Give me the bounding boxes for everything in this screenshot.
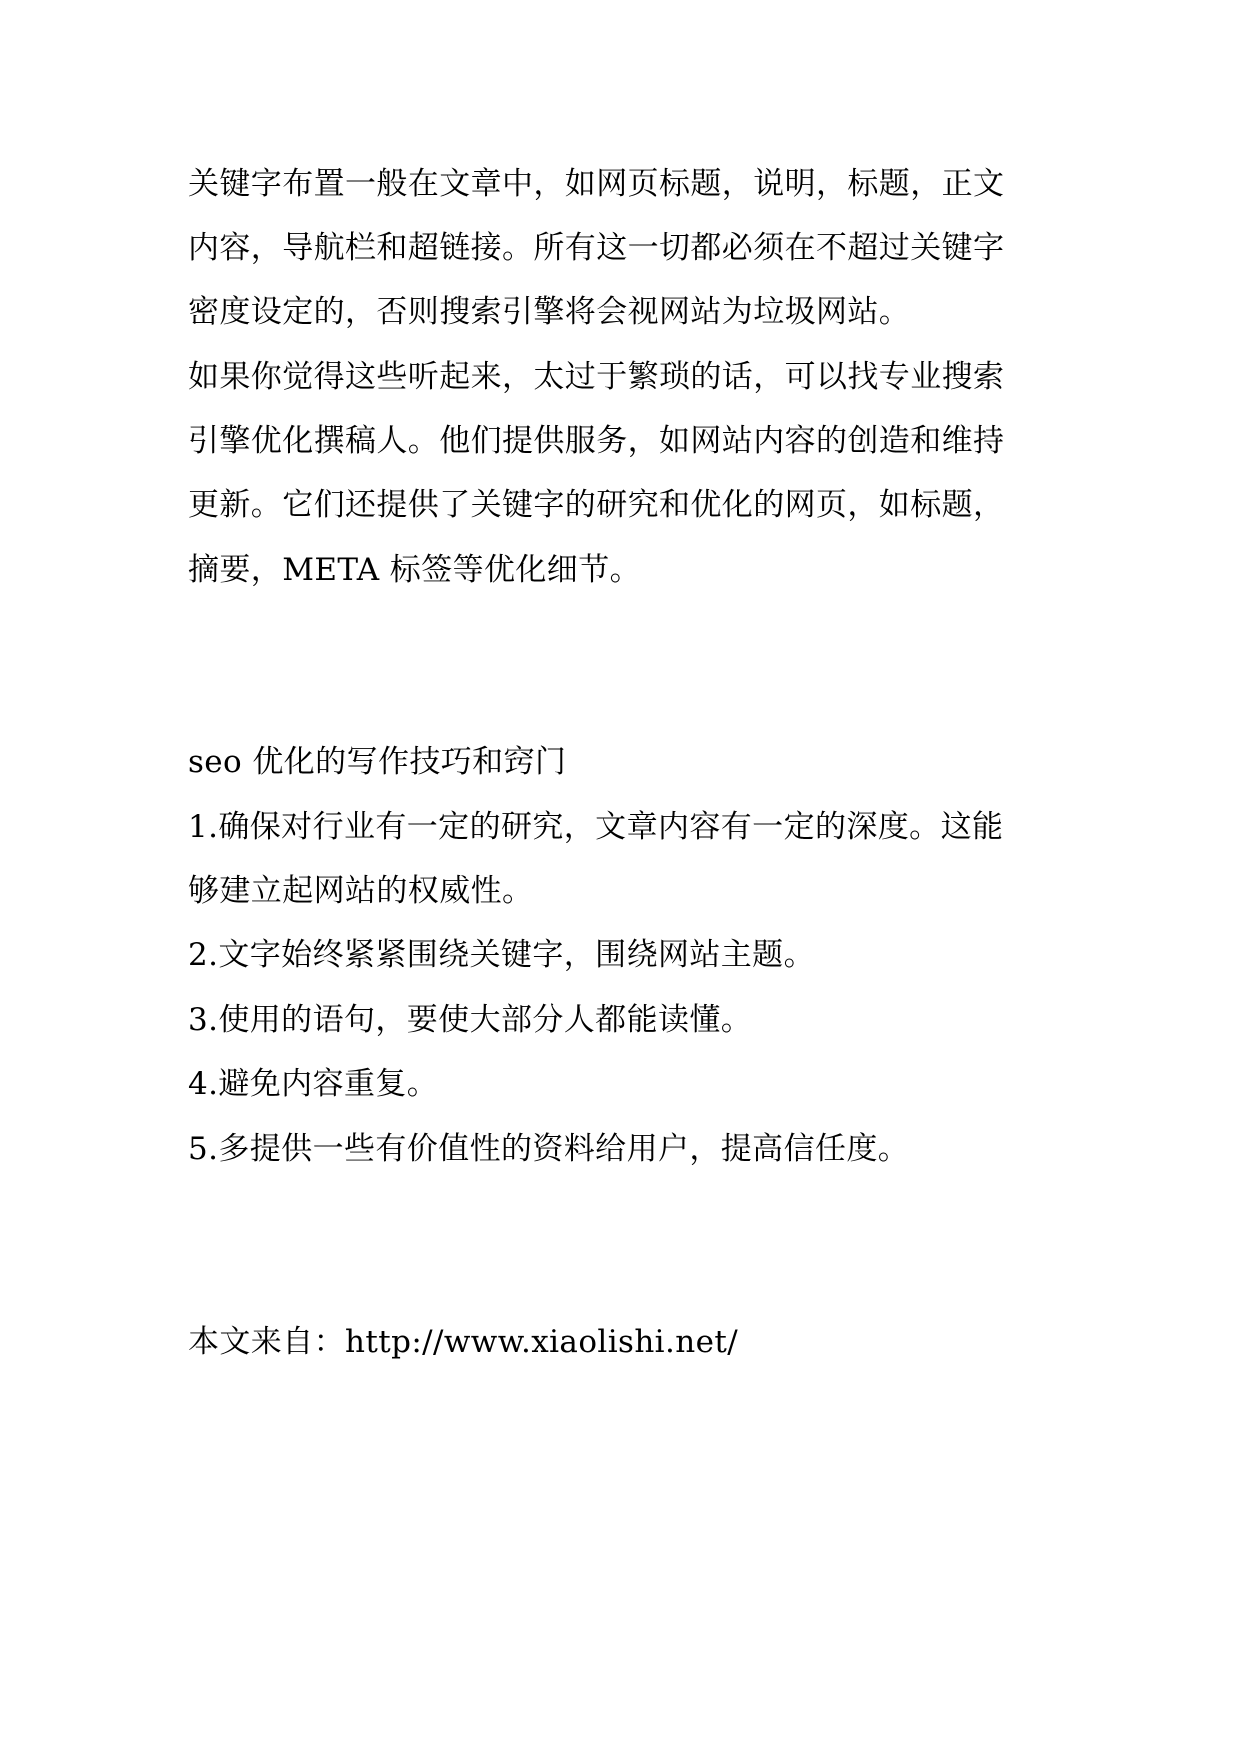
list-item: 2.文字始终紧紧围绕关键字，围绕网站主题。 xyxy=(188,937,815,973)
list-item: 5.多提供一些有价值性的资料给用户，提高信任度。 xyxy=(188,1131,910,1167)
section-title: seo 优化的写作技巧和窍门 xyxy=(188,744,567,780)
paragraph-line: 更新。它们还提供了关键字的研究和优化的网页，如标题， xyxy=(188,487,1005,523)
source-note: 本文来自：http://www.xiaolishi.net/ xyxy=(188,1324,739,1360)
list-item: 4.避免内容重复。 xyxy=(188,1066,439,1102)
list-item: 1.确保对行业有一定的研究，文章内容有一定的深度。这能 xyxy=(188,809,1004,845)
paragraph-line: 关键字布置一般在文章中，如网页标题，说明，标题，正文 xyxy=(188,166,1005,202)
list-item: 3.使用的语句，要使大部分人都能读懂。 xyxy=(188,1002,753,1038)
paragraph-line: 密度设定的，否则搜索引擎将会视网站为垃圾网站。 xyxy=(188,294,911,330)
list-item: 够建立起网站的权威性。 xyxy=(188,873,534,909)
paragraph-line: 如果你觉得这些听起来，太过于繁琐的话，可以找专业搜索 xyxy=(188,359,1005,395)
paragraph-line: 内容，导航栏和超链接。所有这一切都必须在不超过关键字 xyxy=(188,230,1005,266)
paragraph-line: 摘要，META 标签等优化细节。 xyxy=(188,552,641,588)
paragraph-line: 引擎优化撰稿人。他们提供服务，如网站内容的创造和维持 xyxy=(188,423,1005,459)
